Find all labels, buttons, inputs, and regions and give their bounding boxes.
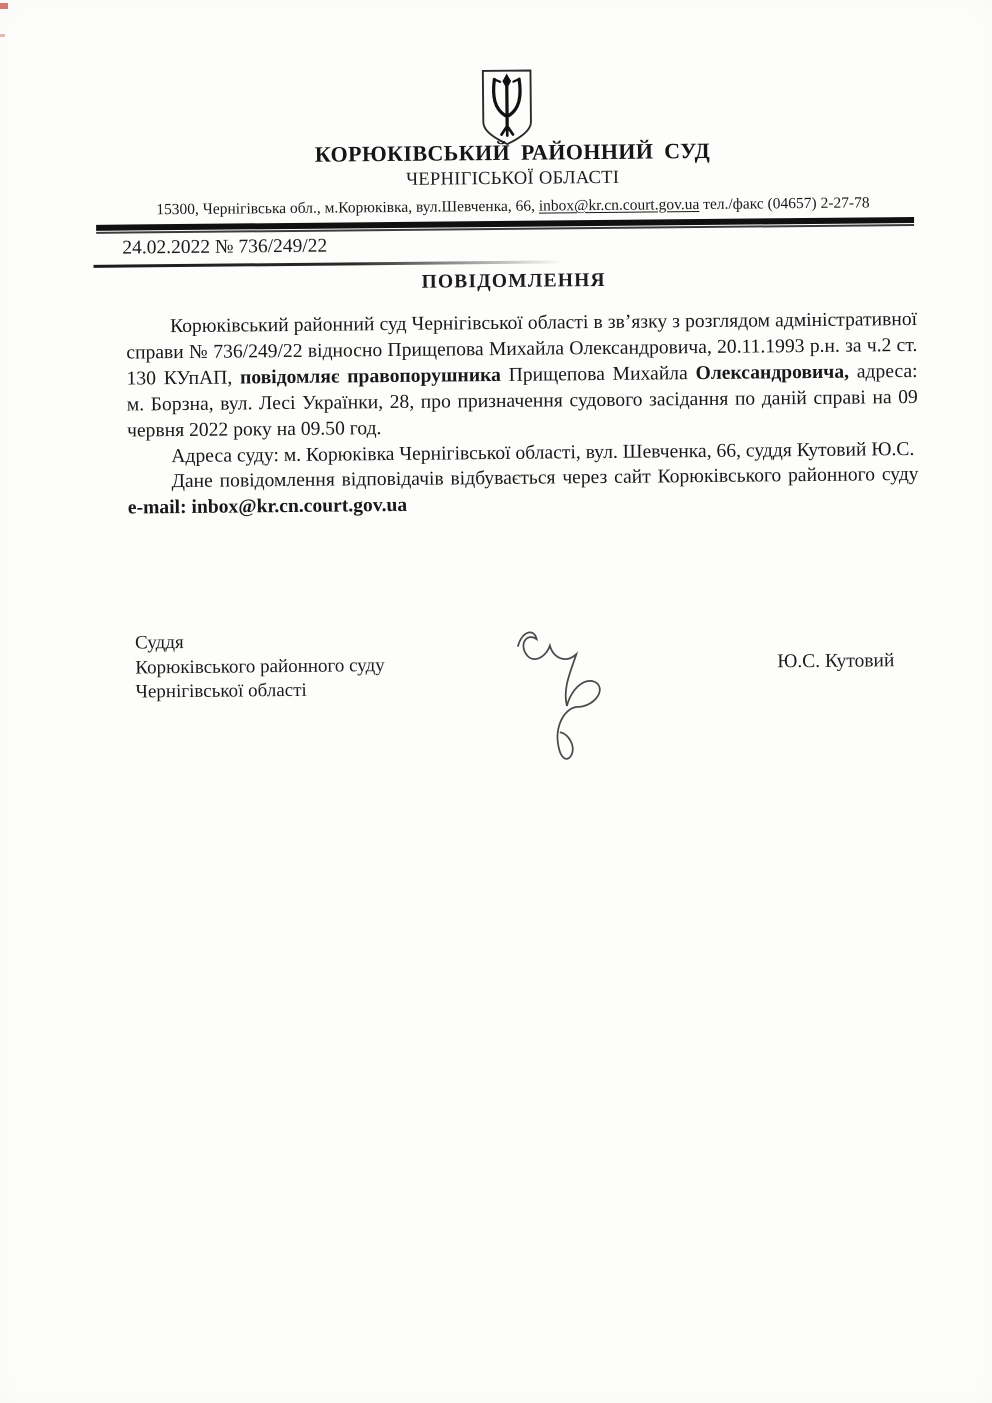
ukraine-trident-icon bbox=[478, 68, 537, 149]
phone-fax: тел./факс (04657) 2-27-78 bbox=[699, 194, 870, 214]
signer-name: Ю.С. Кутовий bbox=[777, 650, 895, 673]
body-paragraph-2: Адреса суду: м. Корюківка Чернігівської області, вул. Шевченка, 66, суддя Кутовий Ю.С. bbox=[171, 438, 915, 467]
body-paragraph-3: Дане повідомлення відповідачів відбувається через сайт Корюківського районного суду e-mail: inbox@kr.cn.court.gov.ua bbox=[127, 464, 919, 519]
signer-role: Суддя Корюківського районного суду Чернігівської області bbox=[135, 632, 385, 703]
reference-underline bbox=[93, 260, 563, 267]
body-paragraph-1: Корюківський районний суд Чернігівської області в зв’язку з розглядом адміністративної справи № 736/249/22 відносно Прищепова Михайла Олександровича, 20.11.1993 р.н. за ч.2 ст. 130 КУпАП, повідомляє правопорушника Прищепова Михайла Олександровича, адреса: м. Борзна, вул. Лесі Українки, 28, про призначення судового засідання по даній справі на 09 червня 2022 року на 09.50 год. bbox=[126, 308, 918, 442]
document-body bbox=[126, 307, 919, 522]
court-address-line bbox=[58, 193, 968, 220]
address-text: 15300, Чернігівська обл., м.Корюківка, вул.Шевченка, 66, bbox=[156, 197, 539, 219]
handwritten-signature-icon bbox=[494, 621, 635, 767]
court-name: КОРЮКІВСЬКИЙ РАЙОННИЙ СУД bbox=[314, 137, 711, 167]
date-and-case-number: 24.02.2022 № 736/249/22 bbox=[122, 235, 328, 259]
court-email: inbox@kr.cn.court.gov.ua bbox=[538, 196, 700, 215]
letterhead-divider bbox=[96, 217, 914, 235]
document-title: ПОВІДОМЛЕННЯ bbox=[421, 269, 606, 293]
court-region: ЧЕРНІГІСЬКОЇ ОБЛАСТІ bbox=[405, 167, 620, 190]
